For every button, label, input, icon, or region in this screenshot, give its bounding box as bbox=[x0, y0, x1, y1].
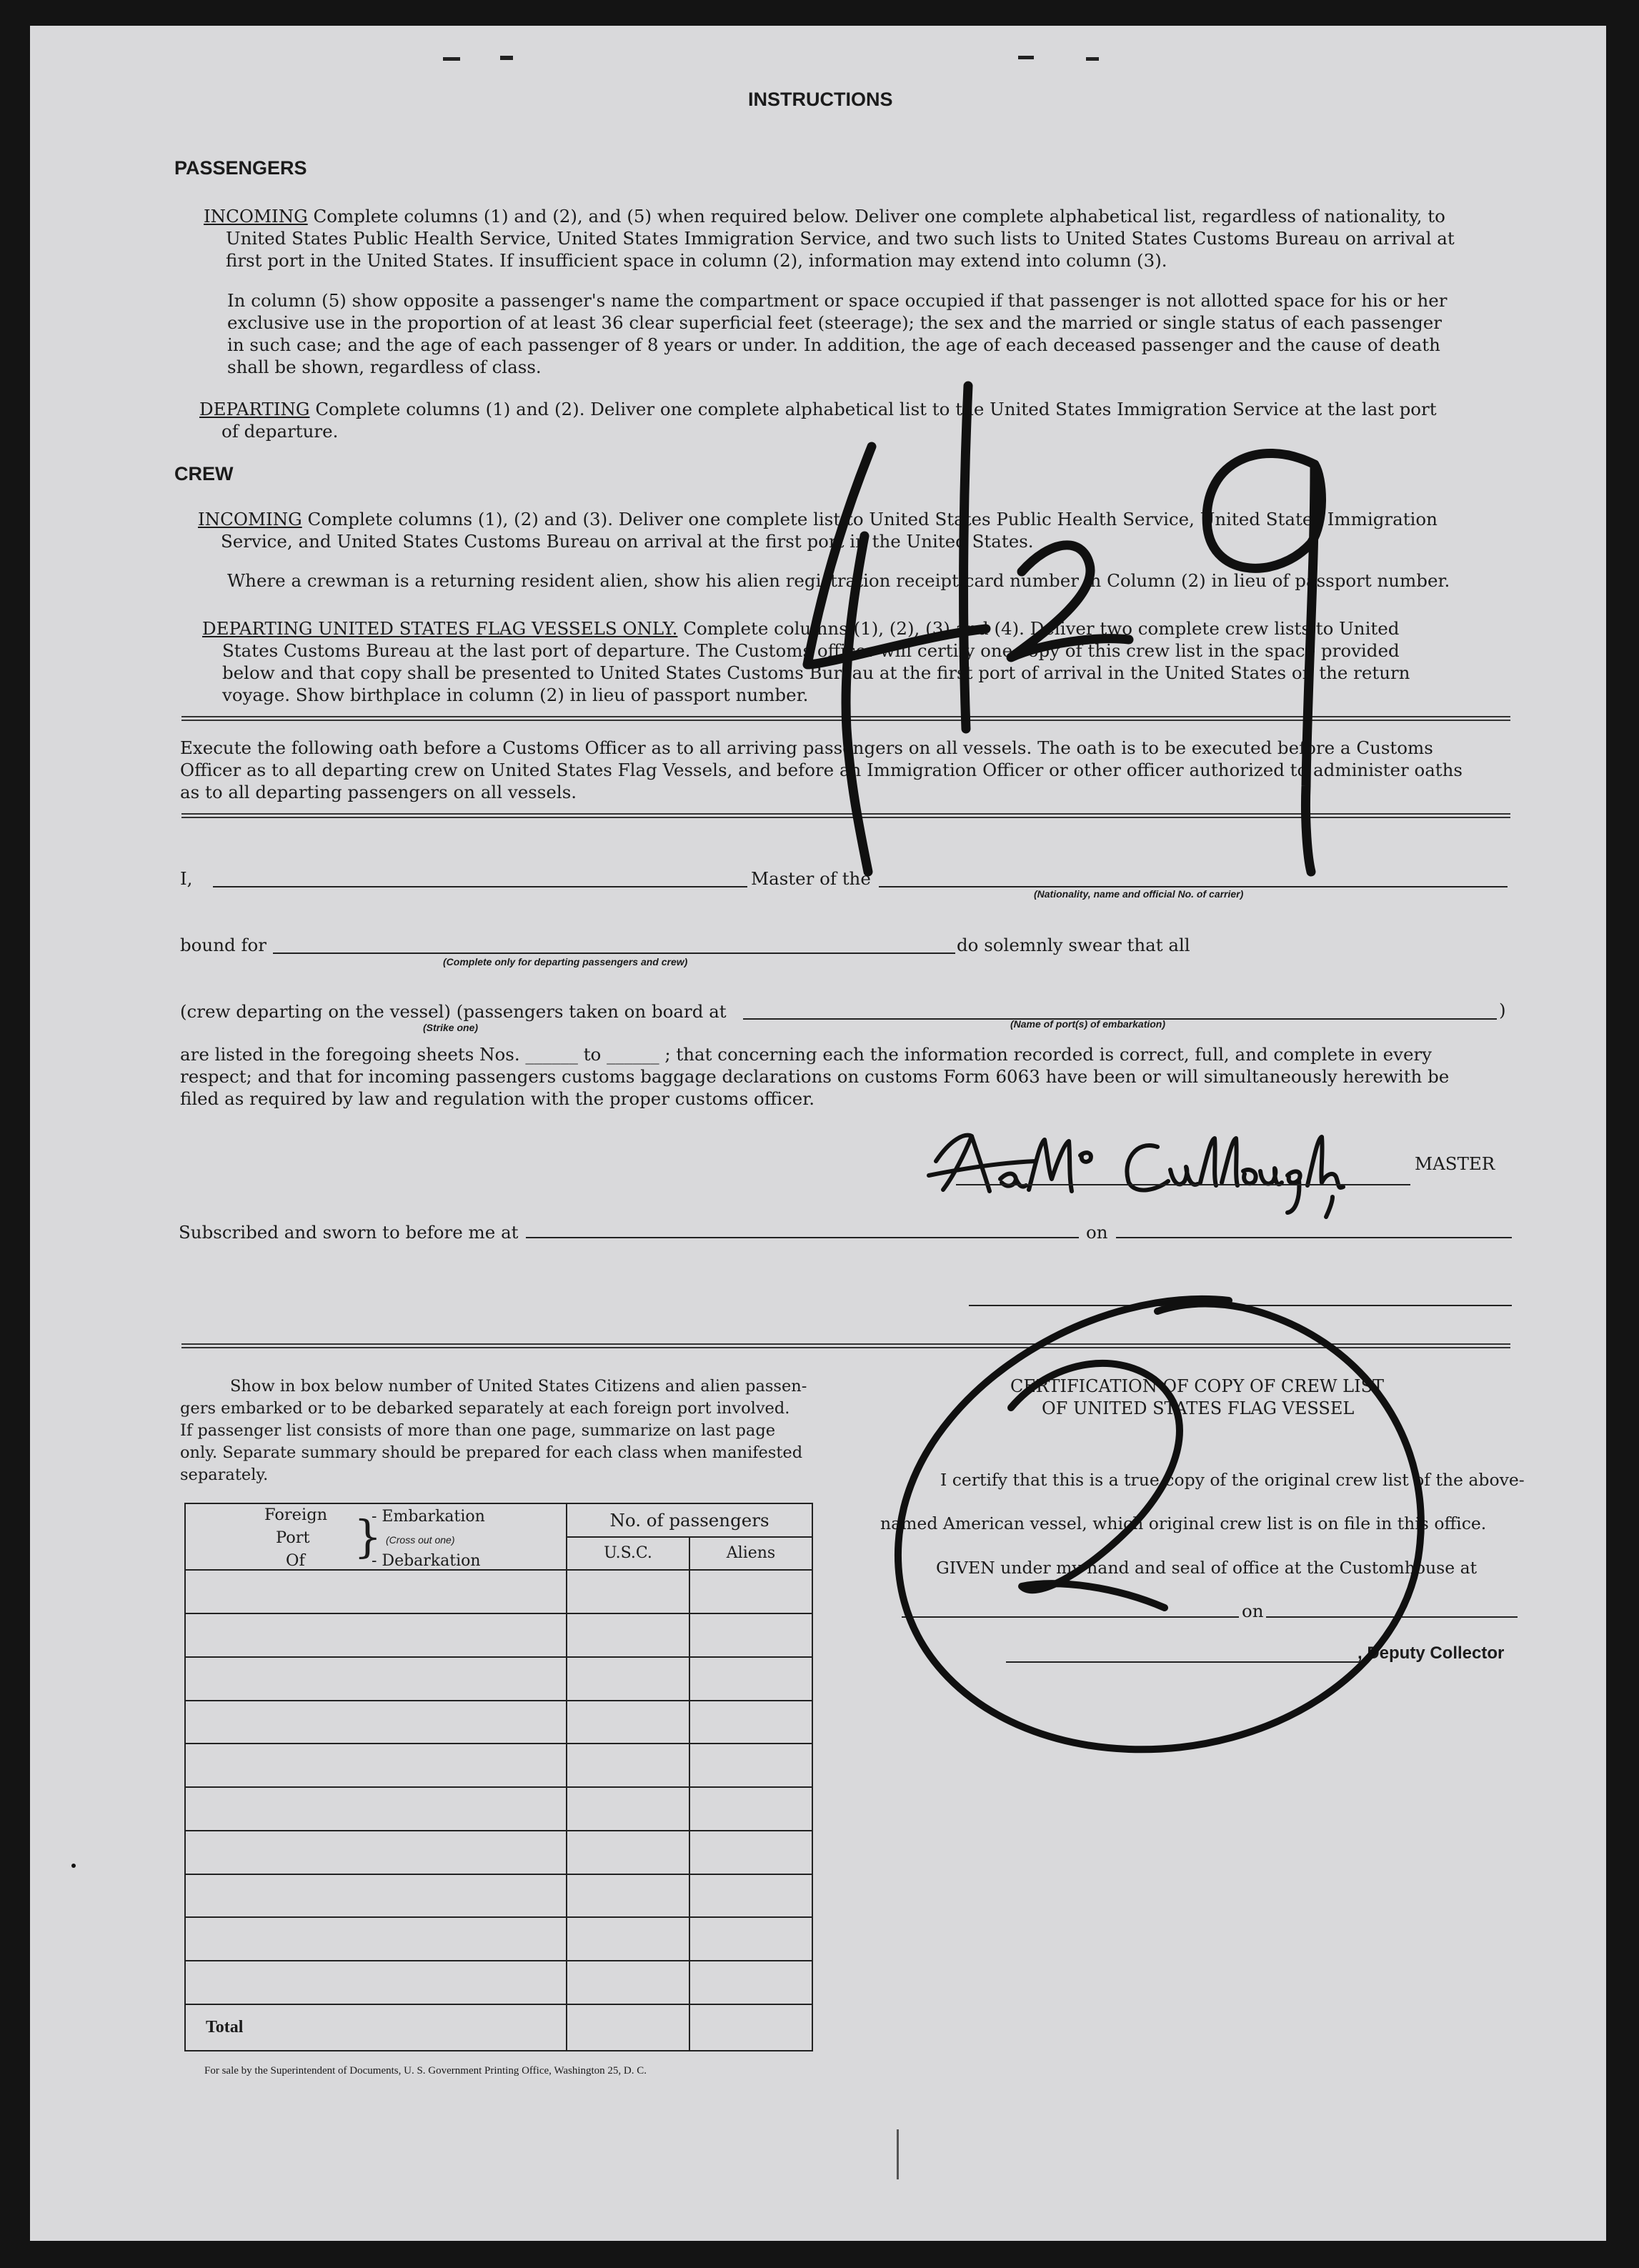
summary-note: gers embarked or to be debarked separately at each foreign port involved. bbox=[180, 1399, 790, 1418]
listed-text: respect; and that for incoming passengers customs baggage declarations on customs Form 6063 have been or will simultaneously herewith be bbox=[180, 1066, 1450, 1087]
master-label: MASTER bbox=[1415, 1153, 1495, 1174]
aliens-cell[interactable] bbox=[689, 1961, 812, 2004]
crew-incoming-label: INCOMING bbox=[198, 509, 302, 529]
crew-departing-label: (crew departing on the vessel) (passengers taken on board at bbox=[180, 1001, 727, 1022]
master-of-label: Master of the bbox=[751, 868, 871, 889]
sworn-place-field[interactable] bbox=[526, 1237, 1079, 1238]
cross-out-caption: (Cross out one) bbox=[386, 1534, 455, 1546]
aliens-cell[interactable] bbox=[689, 1570, 812, 1613]
swear-label: do solemnly swear that all bbox=[957, 935, 1190, 955]
usc-cell[interactable] bbox=[567, 1744, 689, 1787]
passenger-summary-table bbox=[184, 1503, 813, 2051]
debarkation-label: - Debarkation bbox=[372, 1552, 481, 1570]
crew-heading: CREW bbox=[174, 463, 234, 484]
scan-mark bbox=[443, 57, 460, 61]
usc-cell[interactable] bbox=[567, 1874, 689, 1918]
port-cell[interactable] bbox=[185, 1657, 567, 1701]
handwritten-sheet-number bbox=[686, 357, 1436, 907]
printing-office-footer: For sale by the Superintendent of Documents, U. S. Government Printing Office, Washington 25, D. C. bbox=[204, 2065, 647, 2076]
table-row bbox=[185, 1613, 812, 1657]
usc-cell[interactable] bbox=[567, 1701, 689, 1744]
strike-caption: (Strike one) bbox=[423, 1022, 479, 1033]
on-label: on bbox=[1086, 1222, 1108, 1243]
usc-cell[interactable] bbox=[567, 1657, 689, 1701]
page-title: INSTRUCTIONS bbox=[748, 89, 893, 110]
usc-cell[interactable] bbox=[567, 1961, 689, 2004]
close-paren: ) bbox=[1499, 1000, 1506, 1020]
table-row bbox=[185, 1787, 812, 1831]
passengers-incoming-text: United States Public Health Service, United States Immigration Service, and two such lists to United States Customs Bureau on arrival at bbox=[226, 228, 1455, 249]
summary-note: separately. bbox=[180, 1466, 269, 1484]
aliens-cell[interactable] bbox=[689, 1874, 812, 1918]
usc-cell[interactable] bbox=[567, 1613, 689, 1657]
scan-mark bbox=[500, 56, 513, 60]
port-cell[interactable] bbox=[185, 1917, 567, 1961]
crew-incoming-text: Service, and United States Customs Bureau on arrival at the first port in the United States. bbox=[221, 531, 1034, 552]
master-signature bbox=[922, 1111, 1422, 1218]
total-usc-cell[interactable] bbox=[567, 2004, 689, 2051]
certification-title: CERTIFICATION OF COPY OF CREW LIST bbox=[1010, 1376, 1385, 1396]
complete-only-caption: (Complete only for departing passengers and crew) bbox=[443, 956, 688, 968]
deputy-collector-label: , Deputy Collector bbox=[1357, 1643, 1505, 1663]
passengers-departing-text: of departure. bbox=[221, 421, 339, 442]
aliens-cell[interactable] bbox=[689, 1831, 812, 1874]
passengers-incoming-text: Complete columns (1) and (2), and (5) when required below. Deliver one complete alphabetical list, regardless of nationality, to bbox=[313, 206, 1445, 227]
port-cell[interactable] bbox=[185, 1831, 567, 1874]
circled-number-mark bbox=[872, 1272, 1458, 1772]
foreign-label: Foreign bbox=[264, 1506, 328, 1524]
aliens-cell[interactable] bbox=[689, 1701, 812, 1744]
crew-departing-text: Complete columns (1), (2), (3) and (4). Deliver two complete crew lists to United bbox=[683, 618, 1400, 639]
nationality-caption: (Nationality, name and official No. of carrier) bbox=[1034, 888, 1244, 900]
crew-resident-text: Where a crewman is a returning resident alien, show his alien registration receipt card number in Column (2) in lieu of passport number. bbox=[227, 570, 1450, 591]
summary-note: Show in box below number of United States Citizens and alien passen- bbox=[230, 1377, 807, 1396]
column5-text: exclusive use in the proportion of at least 36 clear superficial feet (steerage); the sex and the married or single status of each passenger bbox=[227, 312, 1442, 333]
crew-incoming-text: Complete columns (1), (2) and (3). Deliver one complete list to United States Public Health Service, United States Immigration bbox=[307, 509, 1438, 529]
embarkation-label: - Embarkation bbox=[372, 1508, 485, 1526]
oath-intro: Officer as to all departing crew on United States Flag Vessels, and before an Immigration Officer or other officer authorized to administer oaths bbox=[180, 760, 1463, 780]
port-cell[interactable] bbox=[185, 1701, 567, 1744]
master-name-field[interactable] bbox=[213, 886, 747, 887]
bound-for-label: bound for bbox=[180, 935, 266, 955]
cert-on-label: on bbox=[1242, 1601, 1264, 1621]
port-cell[interactable] bbox=[185, 1744, 567, 1787]
crew-departing-label: DEPARTING UNITED STATES FLAG VESSELS ONLY. bbox=[202, 618, 678, 639]
usc-cell[interactable] bbox=[567, 1570, 689, 1613]
port-cell[interactable] bbox=[185, 1874, 567, 1918]
passengers-heading: PASSENGERS bbox=[174, 157, 307, 179]
table-header-port bbox=[185, 1503, 567, 1570]
total-row bbox=[185, 2004, 812, 2051]
listed-text: are listed in the foregoing sheets Nos. ______ to ______ ; that concerning each the information recorded is correct, full, and complete in every bbox=[180, 1044, 1433, 1065]
scan-mark bbox=[1018, 56, 1034, 59]
brace-icon: } bbox=[354, 1511, 382, 1563]
summary-note: If passenger list consists of more than one page, summarize on last page bbox=[180, 1421, 776, 1440]
scan-speck bbox=[71, 1864, 76, 1868]
total-aliens-cell[interactable] bbox=[689, 2004, 812, 2051]
passengers-incoming-text: first port in the United States. If insufficient space in column (2), information may extend into column (3). bbox=[226, 250, 1167, 271]
oath-i-label: I, bbox=[180, 868, 193, 889]
port-cell[interactable] bbox=[185, 1787, 567, 1831]
port-cell[interactable] bbox=[185, 1570, 567, 1613]
passengers-departing-text: Complete columns (1) and (2). Deliver one complete alphabetical list to the United States Immigration Service at the last port bbox=[315, 399, 1437, 419]
scan-mark bbox=[1086, 57, 1099, 61]
passengers-departing-label: DEPARTING bbox=[199, 399, 310, 419]
certification-title: OF UNITED STATES FLAG VESSEL bbox=[1042, 1398, 1355, 1418]
usc-cell[interactable] bbox=[567, 1917, 689, 1961]
passengers-incoming-label: INCOMING bbox=[204, 206, 308, 227]
summary-note: only. Separate summary should be prepared for each class when manifested bbox=[180, 1443, 803, 1462]
oath-intro: as to all departing passengers on all vessels. bbox=[180, 782, 577, 802]
certify-text: named American vessel, which original crew list is on file in this office. bbox=[880, 1513, 1487, 1533]
port-cell[interactable] bbox=[185, 1613, 567, 1657]
table-row bbox=[185, 1917, 812, 1961]
of-label: Of bbox=[286, 1551, 305, 1570]
certify-text: I certify that this is a true copy of the original crew list of the above- bbox=[940, 1470, 1525, 1490]
port-cell[interactable] bbox=[185, 1961, 567, 2004]
aliens-cell[interactable] bbox=[689, 1613, 812, 1657]
table-row bbox=[185, 1570, 812, 1613]
port-label: Port bbox=[276, 1528, 310, 1547]
sworn-date-field[interactable] bbox=[1116, 1237, 1512, 1238]
listed-text: filed as required by law and regulation with the proper customs officer. bbox=[180, 1088, 815, 1109]
column5-text: In column (5) show opposite a passenger's name the compartment or space occupied if that passenger is not allotted space for his or her bbox=[227, 290, 1448, 311]
table-row bbox=[185, 1961, 812, 2004]
subscribed-label: Subscribed and sworn to before me at bbox=[179, 1222, 519, 1243]
bound-for-field[interactable] bbox=[273, 953, 955, 954]
column5-text: in such case; and the age of each passenger of 8 years or under. In addition, the age of each deceased passenger and the cause of death bbox=[227, 334, 1440, 355]
table-row bbox=[185, 1744, 812, 1787]
crew-departing-text: below and that copy shall be presented to United States Customs Bureau at the first port of arrival in the United States on the return bbox=[222, 662, 1410, 683]
table-row bbox=[185, 1657, 812, 1701]
given-text: GIVEN under my hand and seal of office at the Customhouse at bbox=[936, 1558, 1478, 1578]
port-caption: (Name of port(s) of embarkation) bbox=[1010, 1018, 1166, 1030]
aliens-header: Aliens bbox=[689, 1537, 812, 1571]
usc-header: U.S.C. bbox=[567, 1537, 689, 1571]
crew-departing-text: voyage. Show birthplace in column (2) in lieu of passport number. bbox=[222, 685, 809, 705]
no-passengers-header: No. of passengers bbox=[567, 1503, 812, 1537]
table-row bbox=[185, 1831, 812, 1874]
table-row bbox=[185, 1701, 812, 1744]
table-row bbox=[185, 1874, 812, 1918]
oath-intro: Execute the following oath before a Customs Officer as to all arriving passengers on all vessels. The oath is to be executed before a Customs bbox=[180, 737, 1433, 758]
aliens-cell[interactable] bbox=[689, 1744, 812, 1787]
total-label: Total bbox=[185, 2004, 567, 2051]
aliens-cell[interactable] bbox=[689, 1657, 812, 1701]
crew-departing-text: States Customs Bureau at the last port of departure. The Customs officer will certify one copy of this crew list in the space provided bbox=[222, 640, 1400, 661]
signature-line bbox=[956, 1184, 1410, 1185]
scan-mark bbox=[897, 2129, 899, 2179]
usc-cell[interactable] bbox=[567, 1831, 689, 1874]
column5-text: shall be shown, regardless of class. bbox=[227, 357, 542, 377]
aliens-cell[interactable] bbox=[689, 1917, 812, 1961]
aliens-cell[interactable] bbox=[689, 1787, 812, 1831]
usc-cell[interactable] bbox=[567, 1787, 689, 1831]
